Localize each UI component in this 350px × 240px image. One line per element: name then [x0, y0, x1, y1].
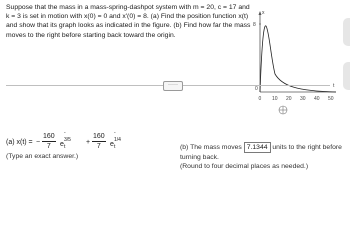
answer-b: [180, 142, 348, 172]
x-tick-10: 10: [272, 96, 278, 102]
answer-b-hint: (Round to four decimal places as needed.): [180, 163, 309, 171]
expand-button[interactable]: ·····: [163, 81, 183, 91]
answer-b-suffix: units to the right before turning back.: [180, 144, 342, 162]
answer-b-prefix: (b) The mass moves: [180, 144, 242, 151]
term2-e: e: [110, 141, 114, 148]
y-tick-label: 8: [253, 22, 256, 28]
x-tick-40: 40: [314, 96, 320, 102]
term1-exponent: - 3/5 t: [64, 130, 71, 150]
x-axis-label: t: [333, 83, 335, 89]
zoom-icon[interactable]: [279, 106, 287, 114]
problem-statement: [6, 3, 252, 40]
side-tab-bottom[interactable]: [343, 62, 350, 90]
y-axis-label: x: [262, 10, 265, 16]
problem-text: Suppose that the mass in a mass-spring-dashpot system with m = 20, c = 17 and k = 3 is set in motion with x(0) = 0 and x'(0) = 8. (a) Find the position function x(t) and show that its graph looks as indicated in the figure. (b) Find how far the mass moves to the right before starting back toward the origin.: [6, 4, 251, 39]
answer-a-label: (a) x(t) =: [6, 139, 33, 146]
x-tick-50: 50: [328, 96, 334, 102]
term2-exponent: - 1/4 t: [114, 130, 121, 150]
minus-sign: −: [36, 139, 41, 146]
origin-label: 0: [255, 86, 258, 92]
term1-fraction: $\frac{160}{7}$: [43, 133, 55, 151]
position-graph: [252, 8, 338, 116]
position-curve: [260, 26, 336, 92]
plus-sign: +: [86, 139, 91, 146]
answer-b-input[interactable]: 7.1344: [244, 142, 271, 153]
term2-fraction: $\frac{160}{7}$: [93, 133, 105, 151]
term1-e: e: [60, 141, 64, 148]
answer-a-hint: (Type an exact answer.): [6, 153, 79, 160]
x-tick-0: 0: [258, 96, 262, 102]
x-tick-30: 30: [300, 96, 306, 102]
side-tab-top[interactable]: [343, 18, 350, 46]
x-tick-20: 20: [286, 96, 292, 102]
